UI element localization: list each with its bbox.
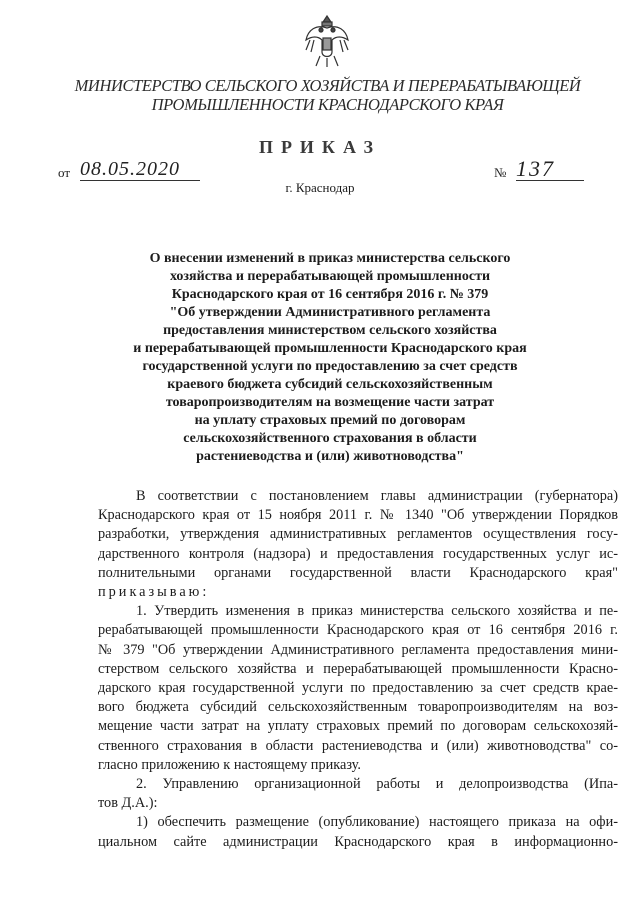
body-line: № 379 "Об утверждении Административного регламента предоставления мини- bbox=[98, 641, 618, 658]
body-line: мещение части затрат на уплату страховых премий по договорам сельскохозяй- bbox=[98, 718, 618, 735]
body-line: разработки, утверждения административных регламентов осуществления госу- bbox=[98, 526, 618, 543]
subject-line: Краснодарского края от 16 сентября 2016 г. № 379 bbox=[171, 287, 489, 302]
subject-line: краевого бюджета субсидий сельскохозяйственным bbox=[167, 377, 493, 392]
subject-line: сельскохозяйственного страхования в области bbox=[183, 431, 477, 446]
body-line: приказываю: bbox=[98, 584, 210, 601]
body-line: дарственного контроля (надзора) и предоставления государственных услуг ис- bbox=[98, 545, 618, 562]
body-line: тов Д.А.): bbox=[98, 795, 158, 812]
body-line: 1) обеспечить размещение (опубликование) настоящего приказа на офи- bbox=[136, 814, 618, 831]
body-line: 1. Утвердить изменения в приказ министерства сельского хозяйства и пе- bbox=[136, 603, 618, 620]
order-body bbox=[98, 487, 618, 852]
subject-line: и перерабатывающей промышленности Краснодарского края bbox=[133, 341, 527, 356]
ministry-name bbox=[40, 76, 615, 114]
subject-line: растениеводства и (или) животноводства" bbox=[196, 449, 464, 464]
subject-line: государственной услуги по предоставлению за счет средств bbox=[142, 359, 518, 374]
body-line: циальном сайте администрации Краснодарского края в информационно- bbox=[98, 833, 618, 850]
date-value: 08.05.2020 bbox=[80, 158, 200, 181]
ministry-line-1: МИНИСТЕРСТВО СЕЛЬСКОГО ХОЗЯЙСТВА И ПЕРЕРАБАТЫВАЮЩЕЙ bbox=[74, 76, 581, 95]
order-title: ПРИКАЗ bbox=[258, 137, 382, 157]
body-line: Краснодарского края от 15 ноября 2011 г. № 1340 "Об утверждении Порядков bbox=[98, 507, 618, 524]
body-line: ственного страхования в области растениеводства и (или) животноводства" со- bbox=[98, 737, 618, 754]
subject-line: предоставления министерством сельского хозяйства bbox=[163, 323, 497, 338]
ministry-line-2: ПРОМЫШЛЕННОСТИ КРАСНОДАРСКОГО КРАЯ bbox=[151, 95, 504, 114]
body-line: 2. Управлению организационной работы и делопроизводства (Ипа- bbox=[136, 776, 618, 793]
body-line: рерабатывающей промышленности Краснодарского края от 16 сентября 2016 г. bbox=[98, 622, 618, 639]
subject-line: товаропроизводителям на возмещение части затрат bbox=[165, 395, 495, 410]
body-line: дарского края государственной услуги по предоставлению за счет средств крае- bbox=[98, 680, 618, 697]
body-line: стерством сельского хозяйства и перерабатывающей промышленности Красно- bbox=[98, 660, 618, 677]
order-subject bbox=[110, 250, 550, 466]
subject-line: хозяйства и перерабатывающей промышленности bbox=[169, 269, 491, 284]
body-line: В соответствии с постановлением главы администрации (губернатора) bbox=[136, 488, 618, 504]
number-label: № bbox=[494, 165, 507, 180]
date-label: от bbox=[58, 165, 71, 180]
subject-line: на уплату страховых премий по договорам bbox=[194, 413, 466, 428]
subject-line: О внесении изменений в приказ министерства сельского bbox=[149, 251, 511, 266]
number-value: 137 bbox=[516, 158, 584, 181]
coat-of-arms-emblem bbox=[302, 10, 352, 68]
body-line: полнительными органами государственной власти Краснодарского края" bbox=[98, 564, 618, 581]
body-line: гласно приложению к настоящему приказу. bbox=[98, 756, 361, 773]
body-line: вого бюджета субсидий сельскохозяйственным товаропроизводителям на воз- bbox=[98, 699, 618, 716]
subject-line: "Об утверждении Административного регламента bbox=[169, 305, 491, 320]
city-name: г. Краснодар bbox=[285, 180, 355, 195]
